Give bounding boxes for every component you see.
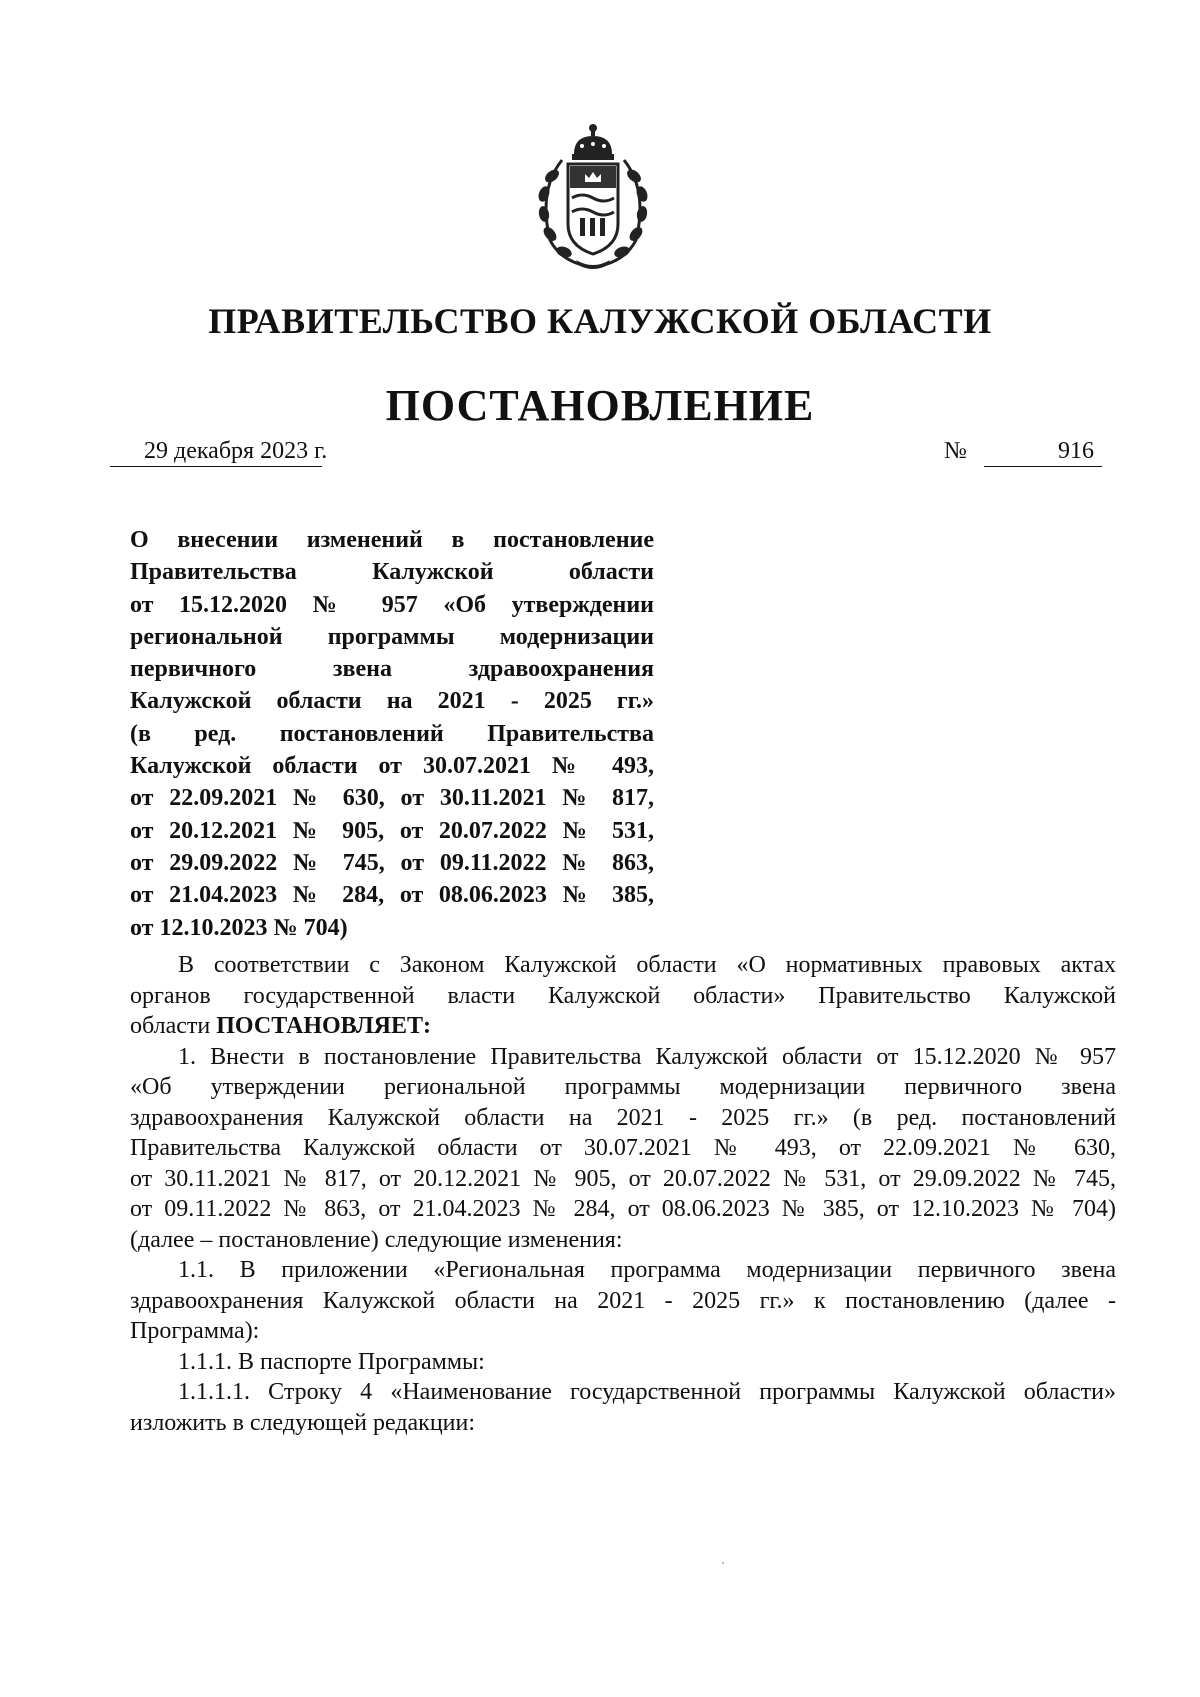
- document-subject: [130, 524, 654, 944]
- body-line: 1.1. В приложении «Региональная программа модернизации первичного звена: [178, 1257, 1116, 1283]
- body-line: от 09.11.2022 № 863, от 21.04.2023 № 284, от 08.06.2023 № 385, от 12.10.2023 № 704): [130, 1196, 1116, 1222]
- subject-line: региональной программы модернизации: [130, 623, 654, 650]
- item-1-1-1-1-paragraph: [130, 1377, 1116, 1438]
- body-line: от 30.11.2021 № 817, от 20.12.2021 № 905, от 20.07.2022 № 531, от 29.09.2022 № 745,: [130, 1165, 1116, 1192]
- item-1-paragraph: [130, 1042, 1116, 1256]
- government-title: ПРАВИТЕЛЬСТВО КАЛУЖСКОЙ ОБЛАСТИ: [208, 301, 992, 341]
- body-line: 1.1.1. В паспорте Программы:: [178, 1348, 485, 1375]
- document-body: [130, 950, 1116, 1438]
- subject-line: Калужской области от 30.07.2021 № 493,: [130, 753, 654, 780]
- body-line: здравоохранения Калужской области на 2021 - 2025 гг.» (в ред. постановлений: [130, 1104, 1116, 1131]
- subject-line: от 29.09.2022 № 745, от 09.11.2022 № 863,: [130, 849, 654, 876]
- subject-line: Калужской области на 2021 - 2025 гг.»: [130, 688, 654, 715]
- subject-line: от 20.12.2021 № 905, от 20.07.2022 № 531,: [130, 817, 654, 844]
- body-line: «Об утверждении региональной программы модернизации первичного звена: [130, 1074, 1116, 1100]
- subject-line: первичного звена здравоохранения: [130, 656, 654, 683]
- number-value: 916: [984, 436, 1102, 467]
- document-date: 29 декабря 2023 г.: [110, 436, 322, 467]
- body-line: (далее – постановление) следующие изменения:: [130, 1226, 623, 1253]
- document-number: [944, 436, 1104, 467]
- subject-line: (в ред. постановлений Правительства: [130, 720, 654, 747]
- body-line: В соответствии с Законом Калужской области «О нормативных правовых актах: [178, 952, 1116, 978]
- preamble-paragraph: [130, 950, 1116, 1042]
- body-text: области: [130, 1013, 217, 1039]
- subject-line: от 21.04.2023 № 284, от 08.06.2023 № 385,: [130, 882, 654, 909]
- body-line: 1.1.1.1. Строку 4 «Наименование государственной программы Калужской области»: [178, 1379, 1116, 1405]
- subject-line: от 12.10.2023 № 704): [130, 914, 348, 941]
- item-1-1-paragraph: [130, 1255, 1116, 1347]
- coat-of-arms-icon: [530, 120, 656, 270]
- body-line: Правительства Калужской области от 30.07.2021 № 493, от 22.09.2021 № 630,: [130, 1135, 1116, 1161]
- body-line: [130, 1011, 1116, 1042]
- body-line: изложить в следующей редакции:: [130, 1409, 476, 1436]
- resolves-keyword: ПОСТАНОВЛЯЕТ:: [216, 1013, 431, 1039]
- subject-line: от 15.12.2020 № 957 «Об утверждении: [130, 591, 654, 618]
- number-sign: №: [944, 438, 967, 464]
- subject-line: Правительства Калужской области: [130, 559, 654, 586]
- item-1-1-1-paragraph: [130, 1347, 1116, 1378]
- body-line: Программа):: [130, 1318, 260, 1344]
- body-line: органов государственной власти Калужской области» Правительство Калужской: [130, 982, 1116, 1009]
- scan-speck: [722, 1562, 724, 1564]
- subject-line: от 22.09.2021 № 630, от 30.11.2021 № 817,: [130, 785, 654, 812]
- body-line: 1. Внести в постановление Правительства Калужской области от 15.12.2020 № 957: [178, 1043, 1116, 1070]
- subject-line: О внесении изменений в постановление: [130, 527, 654, 553]
- body-line: здравоохранения Калужской области на 2021 - 2025 гг.» к постановлению (далее -: [130, 1287, 1116, 1314]
- document-type-title: ПОСТАНОВЛЕНИЕ: [385, 381, 815, 430]
